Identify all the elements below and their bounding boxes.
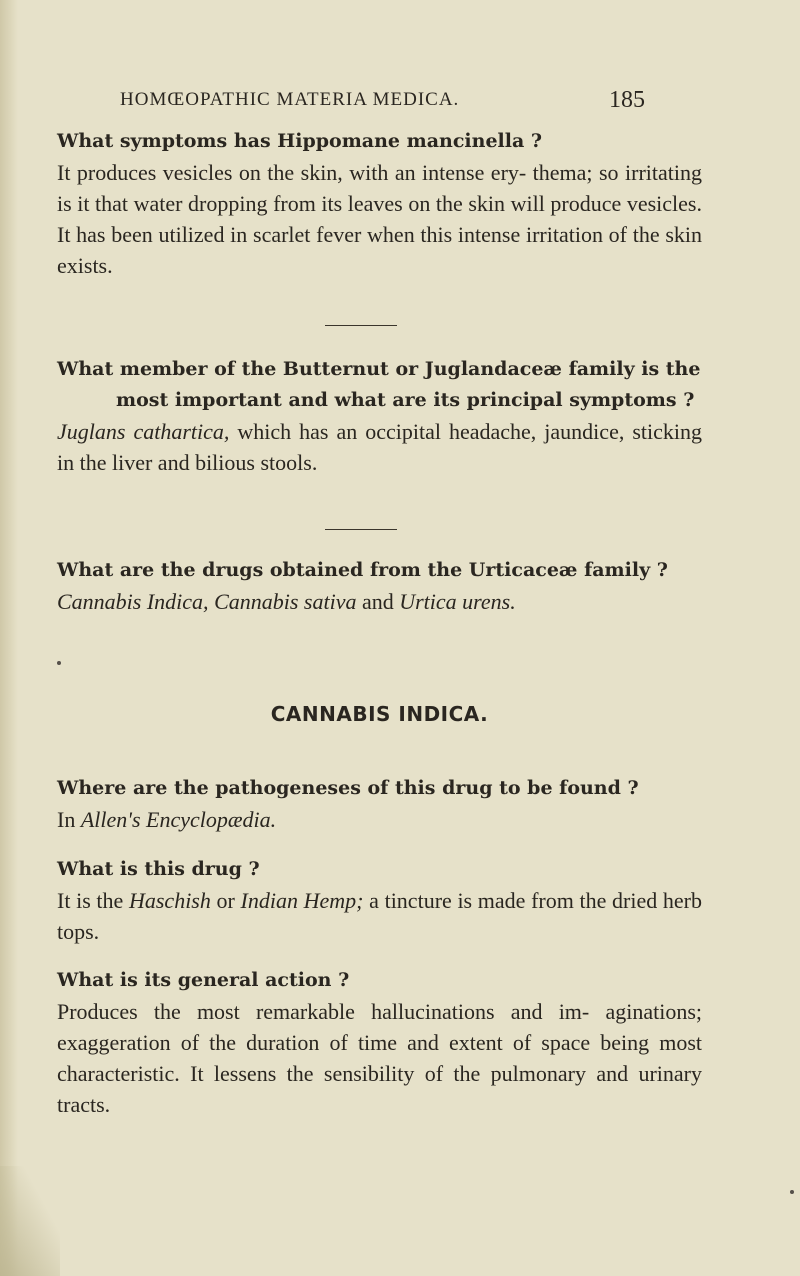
answer [57, 885, 702, 947]
answer-rest: which has an occipital headache, jaundice, sticking in the liver and bilious stools. [57, 419, 702, 475]
running-head-title: HOMŒOPATHIC MATERIA MEDICA. [120, 89, 460, 110]
answer [57, 804, 702, 835]
answer-and: and [356, 589, 400, 614]
answer-or: or [210, 888, 241, 913]
answer: Produces the most remarkable hallucinations and im- aginations; exaggeration of the duration of time and extent of space being most characteristic. It lessens the sensibility of the pulmonary and urinary tracts. [57, 999, 702, 1117]
question: What is this drug ? [57, 858, 260, 880]
answer-lead: It is the [57, 888, 129, 913]
question: What is its general action ? [57, 969, 350, 991]
answer-italic-2: Cannabis sativa [214, 589, 357, 614]
divider-rule [325, 325, 397, 326]
qa-hippomane [57, 126, 702, 281]
answer-italic: Allen's Encyclopædia. [80, 807, 277, 832]
answer-italic-1: Cannabis Indica, [57, 589, 209, 614]
section-heading: CANNABIS INDICA. [270, 702, 489, 726]
answer [57, 416, 702, 478]
qa-juglans [57, 354, 702, 478]
ink-speck [57, 661, 61, 665]
answer: It produces vesicles on the skin, with an intense ery- thema; so irritating is it that water dropping from its leaves on the skin will produce vesicles. It has been utilized in scarlet fever when this intense irritation of the skin exists. [57, 160, 702, 278]
page-corner-shadow [0, 1166, 60, 1276]
answer-in: In [57, 807, 81, 832]
question: What member of the Butternut or Juglandaceæ family is the most important and what are its principal symptoms ? [57, 358, 701, 411]
answer-italic-1: Haschish [128, 888, 211, 913]
question: What symptoms has Hippomane mancinella ? [57, 130, 543, 152]
divider-rule [325, 529, 397, 530]
qa-what-drug [57, 854, 702, 947]
qa-general-action [57, 965, 702, 1120]
answer-italic-3: Urtica urens. [399, 589, 516, 614]
question: What are the drugs obtained from the Urticaceæ family ? [57, 559, 668, 581]
answer [57, 586, 702, 617]
answer-italic-2: Indian Hemp; [240, 888, 364, 913]
ink-speck [790, 1190, 794, 1194]
answer-italic: Juglans cathartica, [57, 419, 230, 444]
qa-urticaceae [57, 555, 702, 617]
page-edge-shadow [0, 0, 18, 1276]
qa-pathogeneses [57, 773, 702, 835]
section-cannabis [57, 702, 702, 726]
answer-rest: a tincture is made from the dried herb tops. [57, 888, 702, 944]
page-number: 185 [609, 87, 645, 113]
question: Where are the pathogeneses of this drug to be found ? [57, 777, 639, 799]
